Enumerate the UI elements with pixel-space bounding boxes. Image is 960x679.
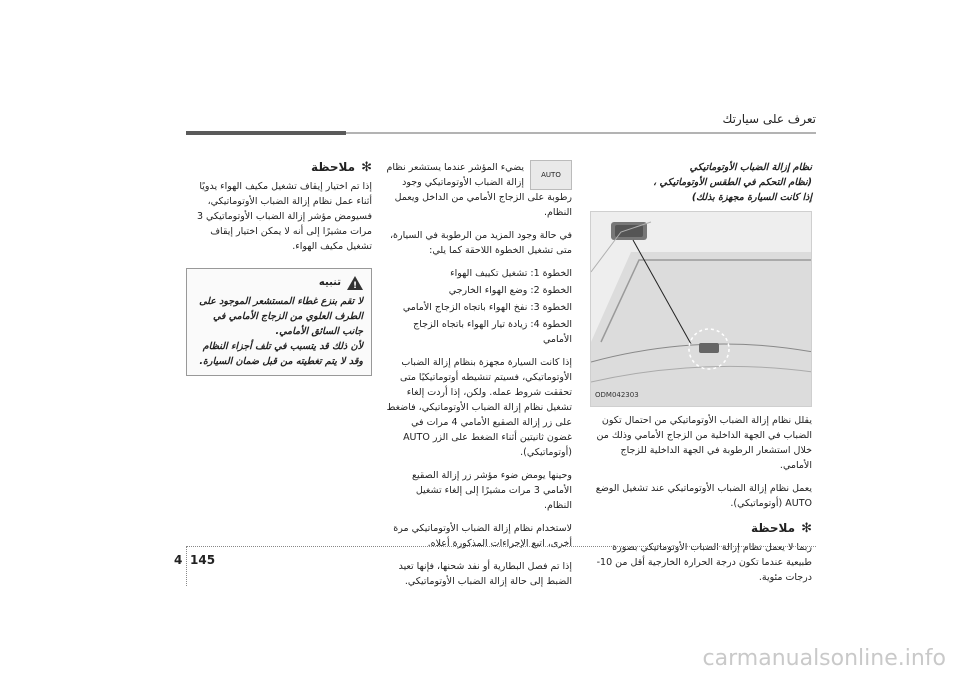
section-heading-line-3: إذا كانت السيارة مجهزة بذلك) [691, 192, 812, 203]
caution-heading [195, 275, 363, 290]
note-title-left: ملاحظة [310, 160, 356, 174]
footer-rule [186, 546, 816, 547]
steps-intro: في حالة وجود المزيد من الرطوبة في السيارة، متى تشغيل الخطوة اللاحقة كما يلي: [389, 230, 572, 256]
caution-box [186, 268, 372, 376]
asterisk-icon: ✻ [361, 160, 372, 175]
steps-list [386, 266, 572, 347]
left-note-text: إذا تم اختيار إيقاف تشغيل مكيف الهواء يدويًا أثناء عمل نظام إزالة الضباب الأوتوماتيكي، فسيومض مؤشر إزالة الضباب الأوتوماتيكي 3 مرات مشيرًا إلى أنه لا يمكن اختيار إيقاف تشغيل مكيف الهواء. [196, 181, 372, 252]
windshield-sensor-figure [590, 211, 812, 407]
windshield-illustration [591, 212, 812, 407]
middle-paragraph-4: إذا تم فصل البطارية أو نفد شحنها، فإنها تعيد الضبط إلى حالة إزالة الضباب الأوتوماتيكي. [398, 561, 572, 587]
right-note-text: ربما لا يعمل نظام إزالة الضباب الأوتوماتيكي بصورة طبيعية عندما تكون درجة الحرارة الخارجية أقل من 10- درجات مئوية. [596, 542, 812, 583]
left-column [186, 160, 372, 376]
note-heading-right [588, 521, 812, 536]
note-heading-left [186, 160, 372, 175]
step-item: الخطوة 3: نفخ الهواء باتجاه الزجاج الأمامي [402, 302, 572, 313]
section-heading-line-2: (نظام التحكم في الطقس الأوتوماتيكي ، [653, 177, 812, 188]
middle-intro: يضيء المؤشر عندما يستشعر نظام إزالة الضباب الأوتوماتيكي وجود رطوبة على الزجاج الأمامي من الداخل ويعمل النظام. [386, 162, 572, 218]
page-number: 145 [190, 553, 216, 567]
auto-indicator-label: AUTO [541, 170, 561, 179]
middle-paragraph-2: وحينها يومض ضوء مؤشر زر إزالة الصقيع الأمامي 3 مرات مشيرًا إلى إلغاء تشغيل النظام. [411, 470, 572, 511]
right-paragraph-2: يعمل نظام إزالة الضباب الأوتوماتيكي عند تشغيل الوضع AUTO (أوتوماتيكي). [595, 483, 812, 509]
middle-column [386, 160, 572, 597]
middle-paragraph-1: إذا كانت السيارة مجهزة بنظام إزالة الضباب الأوتوماتيكي، فسيتم تنشيطه أوتوماتيكيًا متى تحققت شروط عمله. ولكن، إذا أردت إلغاء تشغيل نظام إزالة الضباب الأوتوماتيكي، فاضغط على زر إزالة الصقيع الأمامي 4 مرات في غضون ثانيتين أثناء الضغط على الزر AUTO (أوتوماتيكي). [386, 357, 572, 458]
note-title-right: ملاحظة [750, 521, 796, 535]
figure-code: ODM042303 [595, 391, 639, 399]
step-item: الخطوة 2: وضع الهواء الخارجي [448, 285, 572, 296]
caution-line-2: لأن ذلك قد يتسبب في تلف أجزاء النظام وقد لا يتم تغطيته من قبل ضمان السيارة. [199, 341, 363, 367]
chapter-number: 4 [174, 553, 183, 567]
warning-icon: ! [347, 276, 363, 290]
footer-separator [186, 546, 187, 586]
step-item: الخطوة 1: تشغيل تكييف الهواء [450, 268, 572, 279]
section-heading-line-1: نظام إزالة الضباب الأوتوماتيكي [689, 162, 812, 173]
caution-title: تنبيه [318, 277, 341, 288]
right-paragraph-1: يقلل نظام إزالة الضباب الأوتوماتيكي من احتمال تكون الضباب في الجهة الداخلية من الزجاج الأمامي وذلك من خلال استشعار الرطوبة في الجهة الداخلية للزجاج الأمامي. [596, 415, 812, 471]
middle-paragraph-3: لاستخدام نظام إزالة الضباب الأوتوماتيكي مرة أخرى، اتبع الإجراءات المذكورة أعلاه. [393, 523, 572, 549]
auto-defog-indicator-icon [530, 160, 572, 190]
header-rule-accent [186, 131, 346, 135]
auto-indicator-block [386, 160, 572, 220]
watermark-text: carmanualsonline.info [702, 646, 946, 671]
asterisk-icon: ✻ [801, 521, 812, 536]
caution-line-1: لا تقم بنزع غطاء المستشعر الموجود على الطرف العلوي من الزجاج الأمامي في جانب السائق الأمامي. [199, 296, 363, 337]
step-item: الخطوة 4: زيادة تيار الهواء باتجاه الزجاج الأمامي [413, 319, 572, 345]
right-column [588, 160, 812, 593]
page-header-title: تعرف على سيارتك [722, 112, 816, 126]
